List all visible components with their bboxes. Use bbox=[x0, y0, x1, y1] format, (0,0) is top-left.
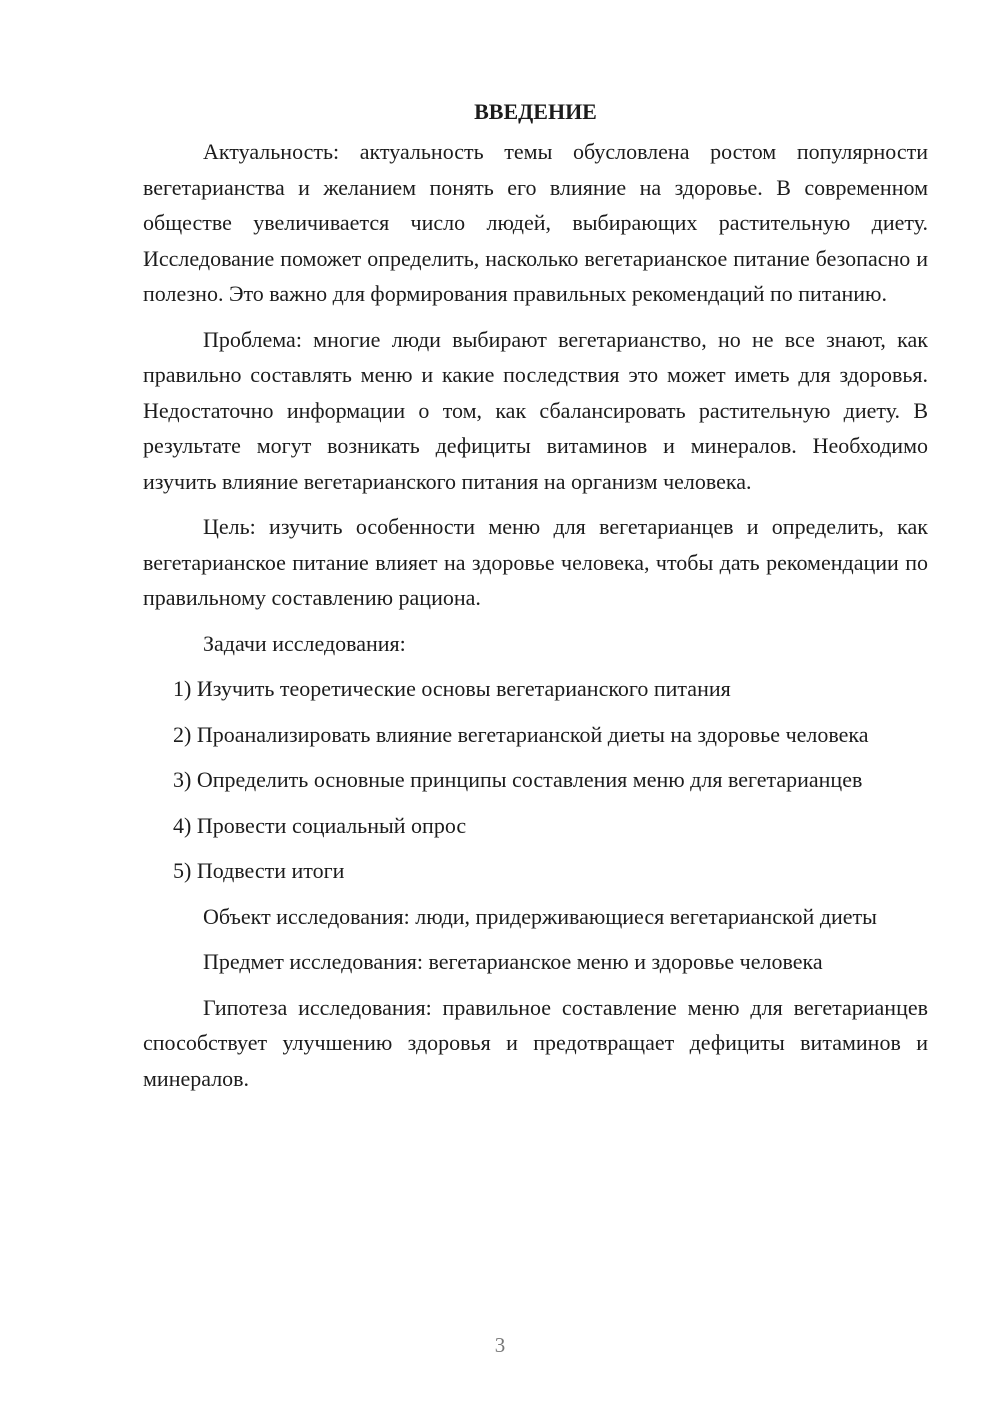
document-body bbox=[143, 90, 928, 1096]
relevance-paragraph: Актуальность: актуальность темы обусловлена ростом популярности вегетарианства и желанием понять его влияние на здоровье. В современном обществе увеличивается число людей, выбирающих растительную диету. Исследование поможет определить, насколько вегетарианское питание безопасно и полезно. Это важно для формирования правильных рекомендаций по питанию. bbox=[143, 139, 928, 306]
section-title: ВВЕДЕНИЕ bbox=[474, 99, 597, 124]
page-number: 3 bbox=[494, 1333, 506, 1357]
tasks-heading: Задачи исследования: bbox=[203, 630, 406, 656]
subject-paragraph: Предмет исследования: вегетарианское меню и здоровье человека bbox=[203, 949, 823, 974]
task-item-1: 1) Изучить теоретические основы вегетарианского питания bbox=[173, 676, 731, 701]
task-item-5: 5) Подвести итоги bbox=[173, 858, 345, 883]
task-item-3: 3) Определить основные принципы составления меню для вегетарианцев bbox=[173, 767, 863, 792]
object-paragraph: Объект исследования: люди, придерживающиеся вегетарианской диеты bbox=[203, 903, 877, 929]
goal-paragraph: Цель: изучить особенности меню для вегетарианцев и определить, как вегетарианское питание влияет на здоровье человека, чтобы дать рекомендации по правильному составлению рациона. bbox=[143, 514, 928, 610]
hypothesis-paragraph: Гипотеза исследования: правильное составление меню для вегетарианцев способствует улучшению здоровья и предотвращает дефициты витаминов и минералов. bbox=[143, 994, 928, 1091]
task-item-4: 4) Провести социальный опрос bbox=[173, 812, 467, 838]
task-item-2: 2) Проанализировать влияние вегетарианской диеты на здоровье человека bbox=[173, 721, 869, 747]
problem-paragraph: Проблема: многие люди выбирают вегетарианство, но не все знают, как правильно составлять меню и какие последствия это может иметь для здоровья. Недостаточно информации о том, как сбалансировать растительную диету. В результате могут возникать дефициты витаминов и минералов. Необходимо изучить влияние вегетарианского питания на организм человека. bbox=[143, 326, 928, 494]
